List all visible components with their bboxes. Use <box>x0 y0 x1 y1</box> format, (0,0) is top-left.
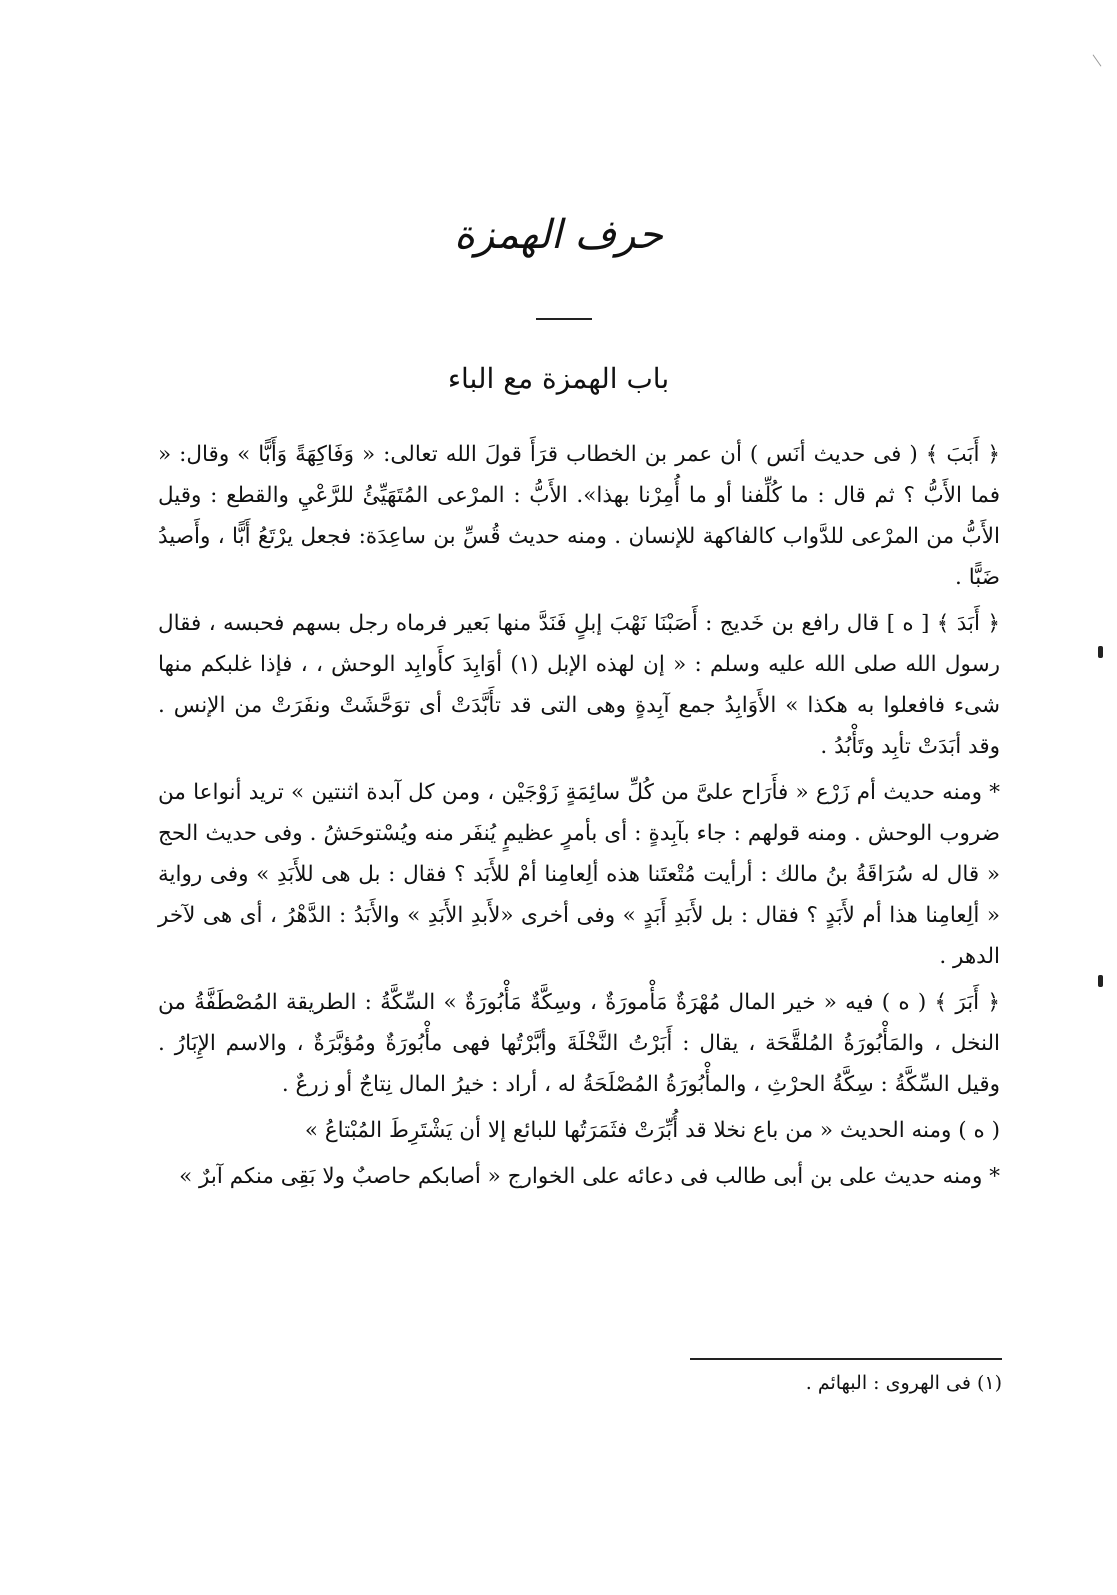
margin-mark <box>1098 975 1103 987</box>
paragraph-khawarij-hadith: * ومنه حديث على بن أبى طالب فى دعائه على الخوارج « أصابكم حاصبٌ ولا بَقِى منكم آبرٌ » <box>179 1164 1000 1189</box>
paragraph-umm-zar: * ومنه حديث أم زَرْع « فأَرَاح علىَّ من كُلِّ سائِمَةٍ زَوْجَيْن ، ومن كل آبدة اثنتين » تريد أنواعا من ضروب الوحش . ومنه قولهم : جاء بآبِدةٍ : أى بأمرٍ عظيمٍ يُنفَر منه ويُسْتوحَشُ . وفى حديث الحج « قال له سُرَاقَةُ بنُ مالك : أرأيت مُتْعتَنا هذه ألِعامِنا أمْ للأَبَد ؟ فقال : بل هى للأَبَدِ » وفى رواية « ألِعامِنا هذا أم لأَبَدٍ ؟ فقال : بل لأَبَدِ أَبَدٍ » وفى أخرى «لأَبدِ الأَبَدِ » والأَبَدُ : الدَّهْرُ ، أى هى لآخر الدهر . <box>158 780 1000 969</box>
paragraph-abad: ﴿ أَبَدَ ﴾ [ ه ] قال رافع بن خَديج : أَصَبْنَا نَهْبَ إبلٍ فَنَدَّ منها بَعير فرماه رجل بسهم فحبسه ، فقال رسول الله صلى الله عليه وسلم : « إن لهذه الإبل (١) أوَابِدَ كأَوابِد الوحش ، ، فإذا غلبكم منها شىء فافعلوا به هكذا » الأَوَابِدُ جمع آبِدةٍ وهى التى قد تأَبَّدَتْ أى توَحَّشَتْ ونفَرَتْ من الإنس . وقد أبَدَتْ تأبِد وتَأْبُدُ . <box>158 611 1000 759</box>
margin-mark <box>1098 646 1103 658</box>
paragraph-abar: ﴿ أَبَرَ ﴾ ( ه ) فيه « خير المال مُهْرَةٌ مَأْمورَةٌ ، وسِكَّةٌ مَأْبُورَةٌ » السِّكَّةُ : الطريقة المُصْطَفَّةُ من النخل ، والمَأْبُورَةُ المُلقَّحَة ، يقال : أَبَرْتُ النَّخْلَةَ وأبَّرْتُها فهى مأْبُورَةٌ ومُؤبَّرَةٌ ، والاسم الإِبَارُ . وقيل السِّكَّةُ : سِكَّةُ الحرْثِ ، والمأْبُورَةُ المُصْلَحَةُ له ، أراد : خيرُ المال نِتاجٌ أو زرعٌ . <box>158 990 1000 1097</box>
paragraph-abab: ﴿ أَبَبَ ﴾ ( فى حديث أنَس ) أن عمر بن الخطاب قرَأَ قولَ الله تعالى: « وَفَاكِهَةً وَأَبًّا » وقال: « فما الأَبُّ ؟ ثم قال : ما كُلِّفنا أو ما أُمِرْنا بهذا». الأَبُّ : المرْعى المُتَهَيِّئُ للرَّعْيِ والقطع : وقيل الأَبُّ من المرْعى للدَّواب كالفاكهة للإنسان . ومنه حديث قُسِّ بن ساعِدَة: فجعل يرْتَعُ أَبًّا ، وأَصيدُ ضَبًّا . <box>158 442 1000 590</box>
chapter-title: حرف الهمزة <box>454 212 663 258</box>
scan-mark <box>1093 54 1102 66</box>
title-divider <box>536 318 592 320</box>
footnote: (١) فى الهروى : البهائم . <box>805 1372 1002 1394</box>
paragraph-nakhl-hadith: ( ه ) ومنه الحديث « من باع نخلا قد أُبِّرَتْ فثَمَرَتُها للبائع إلا أن يَشْتَرِطَ المُبْتاعُ » <box>304 1118 1000 1143</box>
body-text <box>158 434 1000 1202</box>
section-title: باب الهمزة مع الباء <box>447 362 670 395</box>
footnote-divider <box>690 1358 1002 1360</box>
